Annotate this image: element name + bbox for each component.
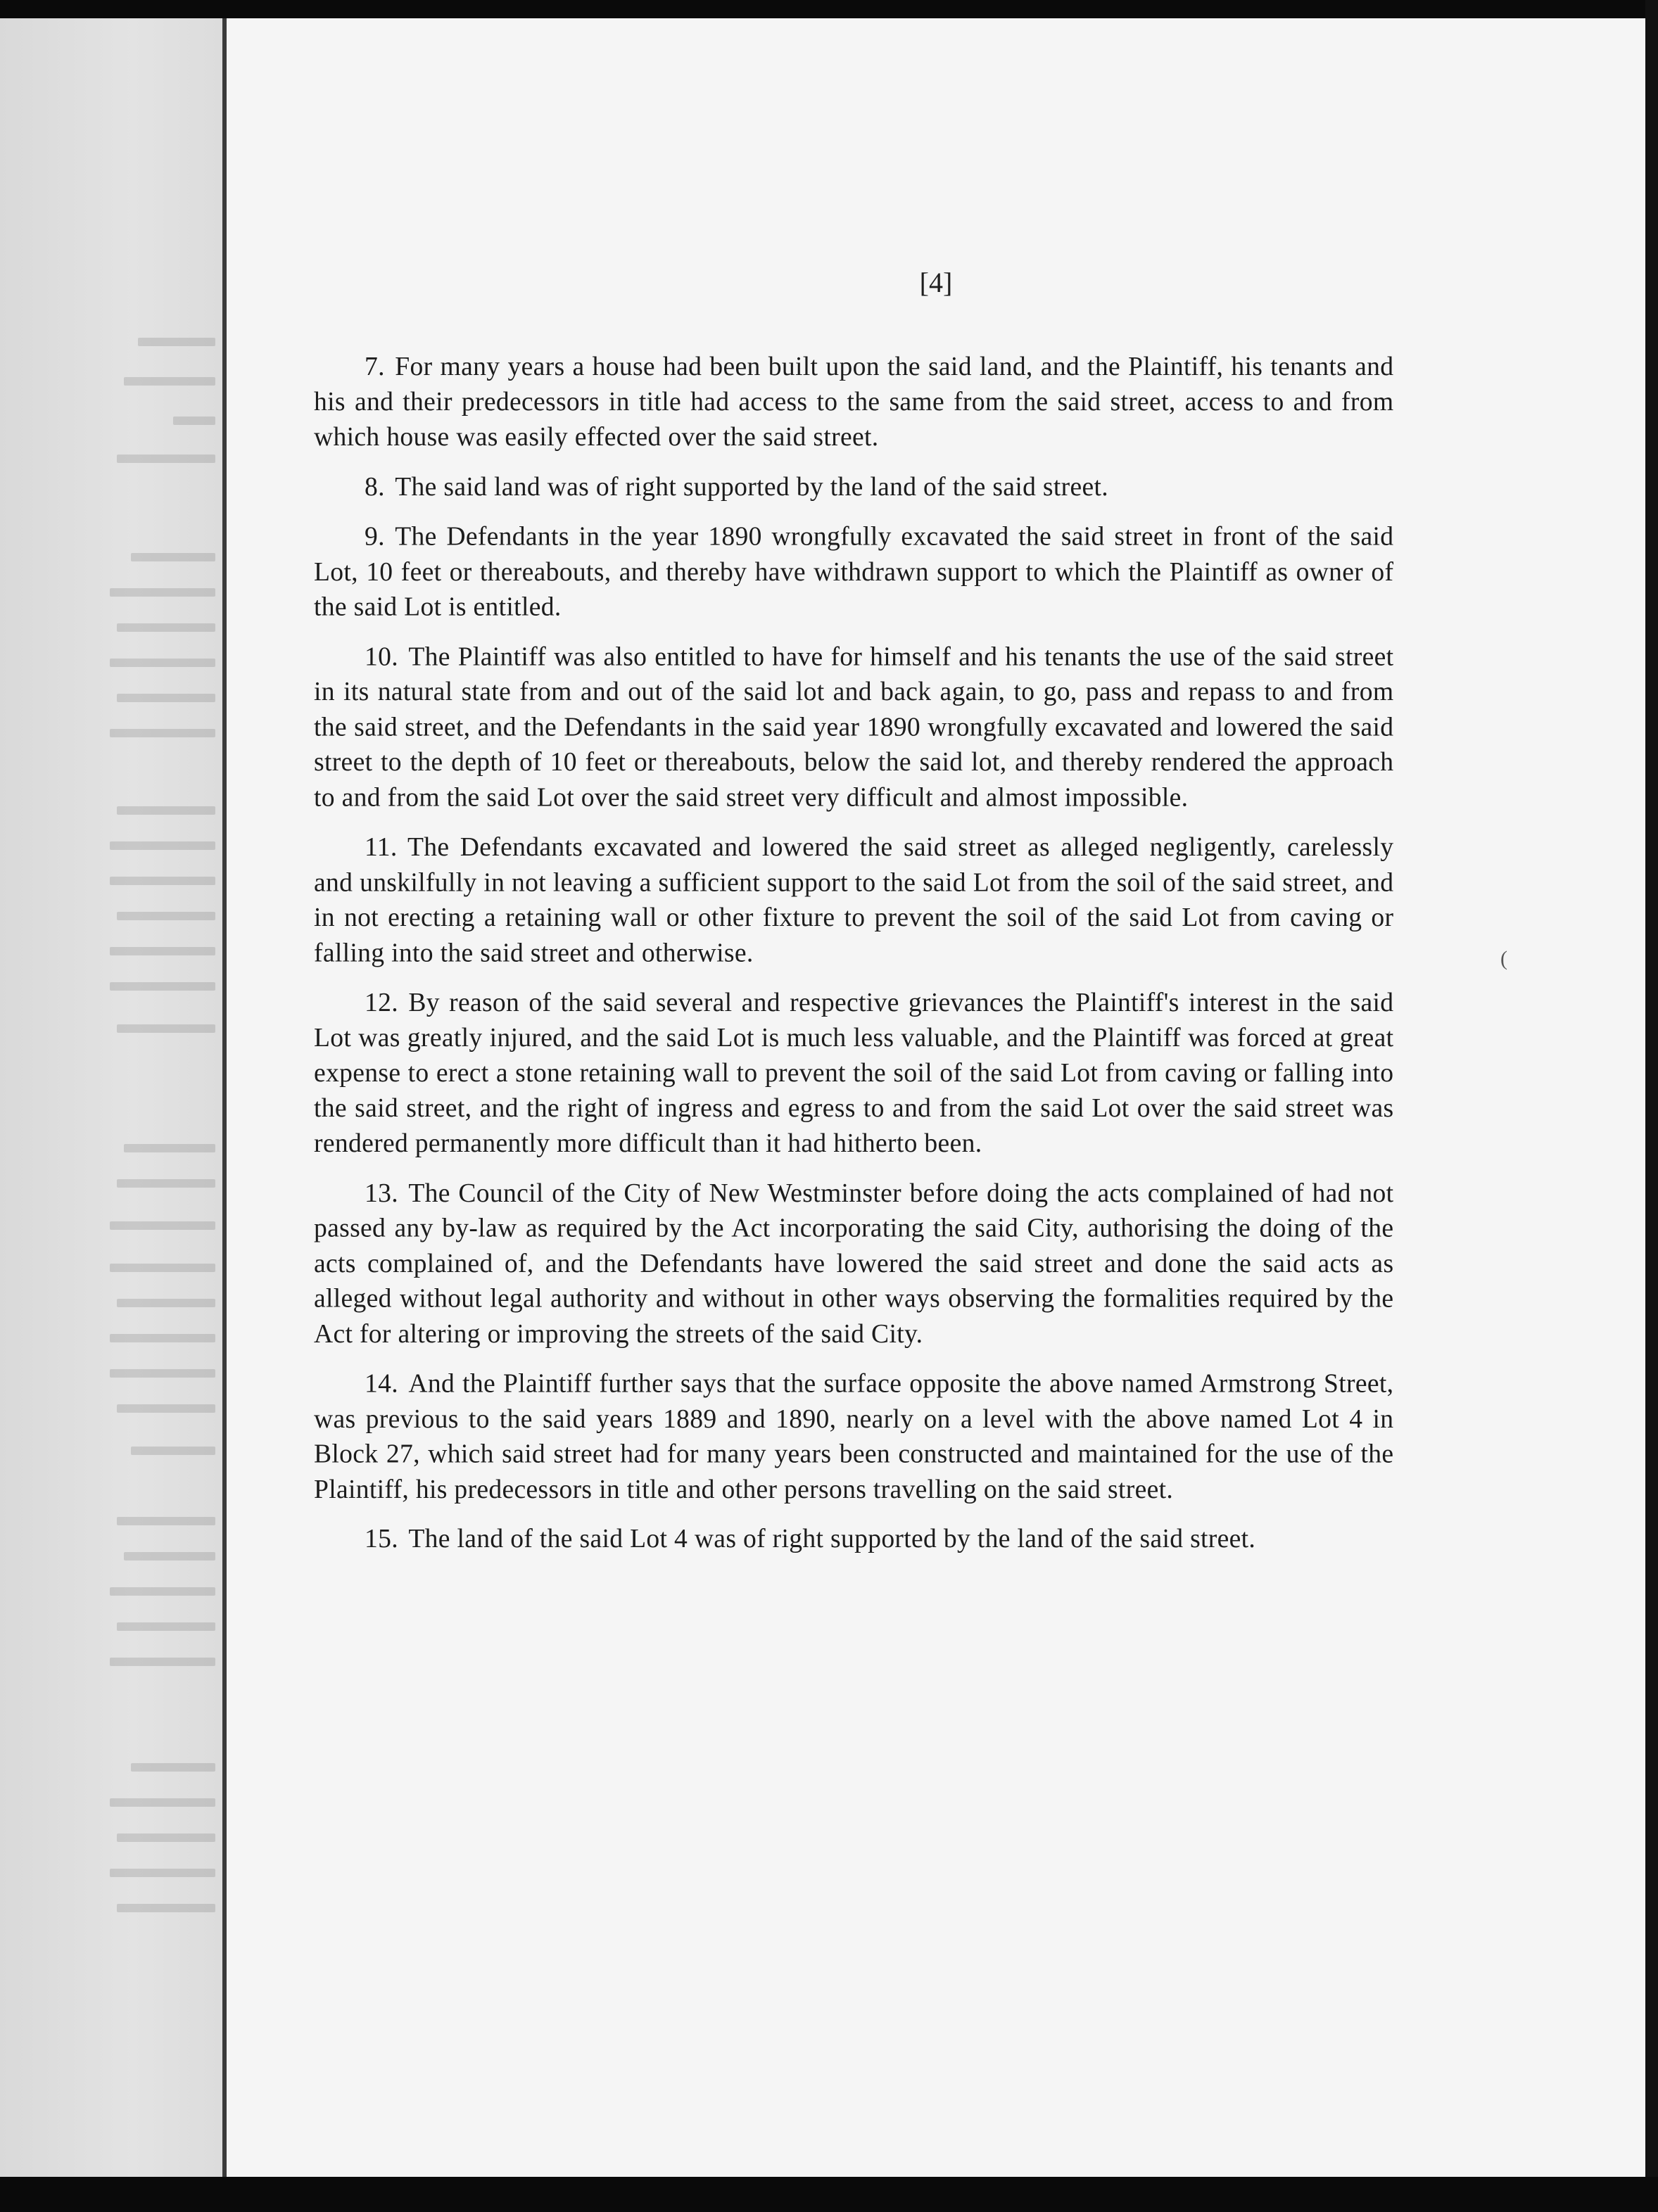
scan-right-border — [1645, 0, 1658, 2212]
paragraph-text: The Defendants excavated and lowered the said street as alleged negligently, carelessly and unskilfully in not leaving a sufficient support to the said Lot from the soil of the said street, and in not erecting a retaining wall or other fixture to prevent the soil of the said Lot from caving or falling into the said street and otherwise. — [314, 832, 1394, 967]
scan-bottom-border — [0, 2177, 1658, 2212]
document-body — [314, 349, 1393, 1571]
paragraph-number: 9. — [365, 521, 385, 552]
paragraph-number: 15. — [365, 1524, 398, 1553]
paragraph-10 — [314, 639, 1393, 815]
paragraph-text: The Plaintiff was also entitled to have for himself and his tenants the use of the said street in its natural state from and out of the said lot and back again, to go, pass and repass to and from the said street, and the Defendants in the said year 1890 wrongfully excavated and lowered the said street to the depth of 10 feet or thereabouts, below the said lot, and thereby rendered the approach to and from the said Lot over the said street very difficult and almost impossible. — [314, 642, 1394, 812]
paragraph-8 — [314, 469, 1393, 504]
paragraph-number: 10. — [365, 642, 398, 671]
page-number: [4] — [919, 267, 953, 298]
paragraph-text: The Council of the City of New Westminster before doing the acts complained of had not passed any by-law as required by the Act incorporating the said City, authorising the doing of the acts complained of, and the Defendants have lowered the said street and done the said acts as alleged without legal authority and without in other ways observing the formalities required by the Act for altering or improving the streets of the said City. — [314, 1178, 1394, 1349]
paragraph-text: And the Plaintiff further says that the surface opposite the above named Armstrong Street, was previous to the said years 1889 and 1890, nearly on a level with the above named Lot 4 in Block 27, which said street had for many years been constructed and maintained for the use of the Plaintiff, his predecessors in title and other persons travelling on the said street. — [314, 1368, 1394, 1504]
paragraph-number: 7. — [365, 352, 385, 381]
paragraph-number: 14. — [365, 1368, 398, 1399]
paragraph-text: The land of the said Lot 4 was of right supported by the land of the said street. — [408, 1524, 1256, 1553]
paragraph-number: 11. — [365, 832, 398, 862]
paragraph-text: The Defendants in the year 1890 wrongfully excavated the said street in front of the said Lot, 10 feet or thereabouts, and thereby have withdrawn support to which the Plaintiff as owner of the said Lot is entitled. — [314, 521, 1394, 622]
paragraph-15 — [314, 1521, 1393, 1556]
paragraph-number: 13. — [365, 1178, 398, 1208]
paragraph-text: For many years a house had been built upon the said land, and the Plaintiff, his tenants and his and their predecessors in title had access to the same from the said street, access to and from which house was easily effected over the said street. — [314, 352, 1394, 452]
paragraph-14 — [314, 1366, 1393, 1507]
paragraph-text: The said land was of right supported by the land of the said street. — [395, 471, 1108, 502]
document-page — [227, 18, 1645, 2177]
paragraph-text: By reason of the said several and respective grievances the Plaintiff's interest in the said Lot was greatly injured, and the said Lot is much less valuable, and the Plaintiff was forced at great expense to erect a stone retaining wall to prevent the soil of the said Lot from caving or falling into the said street, and the right of ingress and egress to and from the said Lot over the said street was rendered permanently more difficult than it had hitherto been. — [314, 988, 1394, 1158]
paragraph-number: 8. — [365, 471, 385, 502]
facing-page-edge — [0, 18, 222, 2177]
paragraph-9 — [314, 519, 1393, 625]
paragraph-number: 12. — [365, 988, 398, 1017]
paragraph-11 — [314, 830, 1393, 970]
paragraph-13 — [314, 1176, 1393, 1352]
paragraph-7 — [314, 349, 1393, 455]
scan-top-border — [0, 0, 1658, 18]
paragraph-12 — [314, 985, 1393, 1161]
margin-speck: ( — [1500, 947, 1507, 970]
